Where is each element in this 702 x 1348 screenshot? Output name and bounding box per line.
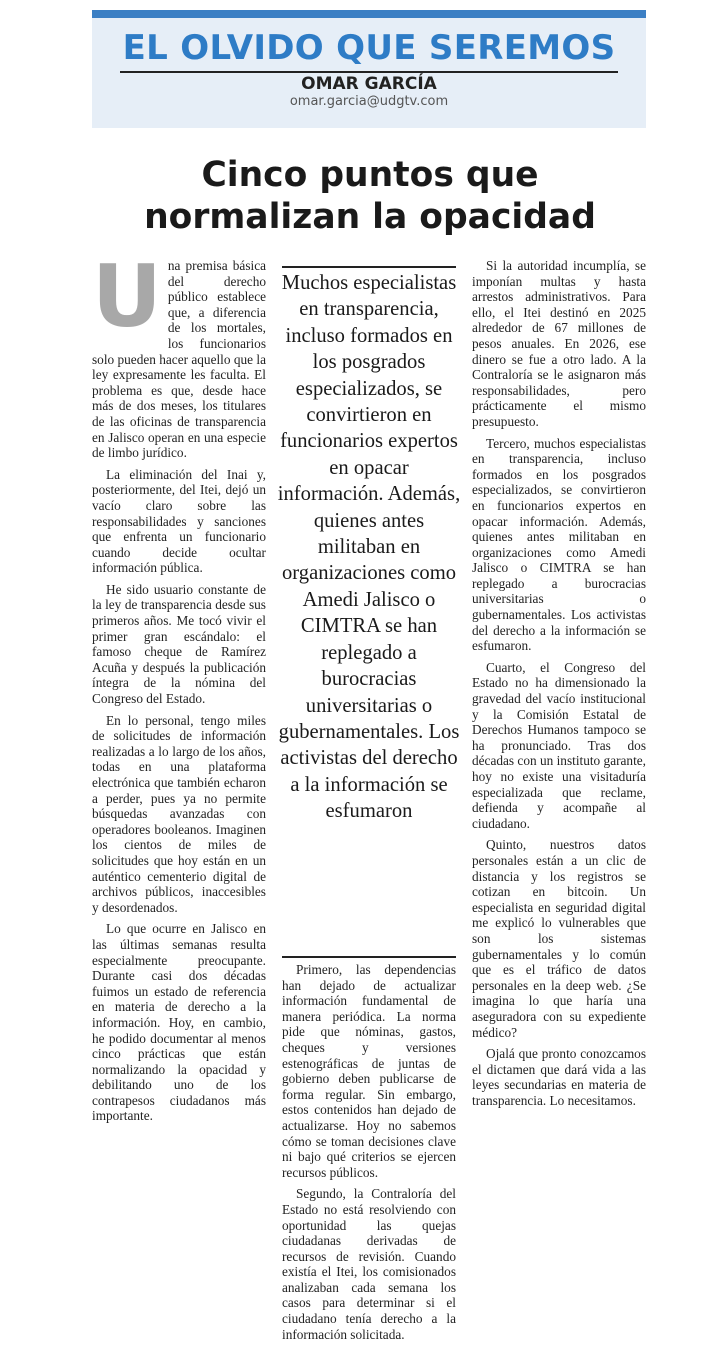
- author-name: OMAR GARCÍA: [301, 74, 437, 94]
- headline-line-1: Cinco puntos que: [201, 155, 539, 195]
- article-paragraph: Ojalá que pronto conozcamos el dictamen que dará vida a las leyes secundarias en materia de transparencia. Lo necesitamos.: [472, 1046, 646, 1108]
- article-paragraph: Si la autoridad incumplía, se imponían multas y hasta arrestos administrativos. Para ello, el Itei destinó en 2025 alrededor de 67 millones de pesos anuales. En 2026, ese dinero se fue a otro lado. A la Contraloría se le asignaron más responsabilidades, pero prácticamente el mismo presupuesto.: [472, 258, 646, 429]
- drop-cap: U: [92, 247, 162, 347]
- article-paragraph: Segundo, la Contraloría del Estado no está resolviendo con oportunidad las quejas ciudadanas derivadas de recursos de revisión. Cuando existía el Itei, los comisionados analizaban cada semana los casos para determinar si el ciudadano tenía derecho a la información solicitada.: [282, 1186, 456, 1342]
- article-column-2: [282, 962, 456, 1348]
- article-paragraph: En lo personal, tengo miles de solicitudes de información realizadas a lo largo de los años, todas en una plataforma electrónica que también echaron a perder, pues ya no permite búsquedas avanzadas con operadores booleanos. Imaginen los cientos de miles de solicitudes que hoy están en un auténtico cementerio digital de archivos públicos, inaccesibles y desordenados.: [92, 712, 266, 915]
- pull-quote-bottom-rule: [282, 956, 456, 958]
- article-paragraph: Cuarto, el Congreso del Estado no ha dimensionado la gravedad del vacío institucional y la Comisión Estatal de Derechos Humanos tampoco se ha pronunciado. Tras dos décadas con un instituto garante, hoy no existe una visitaduría especializada que reclame, defienda y acompañe al ciudadano.: [472, 659, 646, 831]
- title-divider: [120, 71, 618, 73]
- pull-quote: Muchos especialistas en transparencia, incluso formados en los posgrados especializados, se convirtieron en funcionarios expertos en opacar información. Además, quienes antes militaban en organizaciones como Amedi Jalisco o CIMTRA se han replegado a burocracias universitarias o gubernamentales. Los activistas del derecho a la información se esfumaron: [277, 272, 461, 823]
- article-paragraph: Tercero, muchos especialistas en transparencia, incluso formados en los posgrados especializados, se convirtieron en funcionarios expertos en opacar información. Además, quienes antes militaban en organizaciones como Amedi Jalisco o CIMTRA se han replegado a burocracias universitarias o gubernamentales. Los activistas del derecho a la información se esfumaron.: [472, 435, 646, 654]
- article-paragraph: Primero, las dependencias han dejado de actualizar información fundamental de manera periódica. La norma pide que nóminas, gastos, cheques y versiones estenográficas de juntas de gobierno deben publicarse de forma regular. Sin embargo, estos contenidos han dejado de actualizarse. Hoy no sabemos cómo se toman decisiones clave ni bajo qué criterios se ejercen recursos públicos.: [282, 962, 456, 1180]
- article-headline: [90, 154, 650, 238]
- article-paragraph: La eliminación del Inai y, posteriormente, del Itei, dejó un vacío claro sobre las responsabilidades y sanciones que enfrenta un funcionario cuando decide ocultar información pública.: [92, 466, 266, 576]
- article-column-3: [472, 258, 646, 1114]
- article-paragraph: na premisa básica del derecho público establece que, a diferencia de los mortales, los funcionarios solo pueden hacer aquello que la ley expresamente les faculta. El problema es que, desde hace más de dos meses, los titulares de las oficinas de transparencia en Jalisco operan en una especie de limbo jurídico.: [92, 258, 266, 461]
- column-header: [92, 10, 646, 128]
- article-paragraph: Quinto, nuestros datos personales están a un clic de distancia y los registros se cotizan en bitcoin. Un especialista en seguridad digital me explicó lo vulnerables que son los sistemas gubernamentales y lo común que es el tráfico de datos personales en la deep web. ¿Se imagina lo que haría una aseguradora con su expediente médico?: [472, 837, 646, 1040]
- article-paragraph: He sido usuario constante de la ley de transparencia desde sus primeros años. Me tocó vivir el primer gran escándalo: el famoso cheque de Ramírez Acuña y después la publicación íntegra de la nómina del Congreso del Estado.: [92, 581, 266, 707]
- column-title: EL OLVIDO QUE SEREMOS: [122, 28, 616, 68]
- author-email: omar.garcia@udgtv.com: [289, 94, 449, 109]
- pull-quote-top-rule: [282, 266, 456, 268]
- header-accent-bar: [92, 10, 646, 18]
- article-paragraph: Lo que ocurre en Jalisco en las últimas semanas resulta especialmente preocupante. Durante casi dos décadas fuimos un estado de referencia en materia de derecho a la información. Hoy, en cambio, he podido documentar al menos cinco prácticas que están normalizando la opacidad y debilitando uno de los contrapesos ciudadanos más importante.: [92, 921, 266, 1124]
- headline-line-2: normalizan la opacidad: [144, 197, 596, 237]
- article-column-1: [92, 247, 266, 1130]
